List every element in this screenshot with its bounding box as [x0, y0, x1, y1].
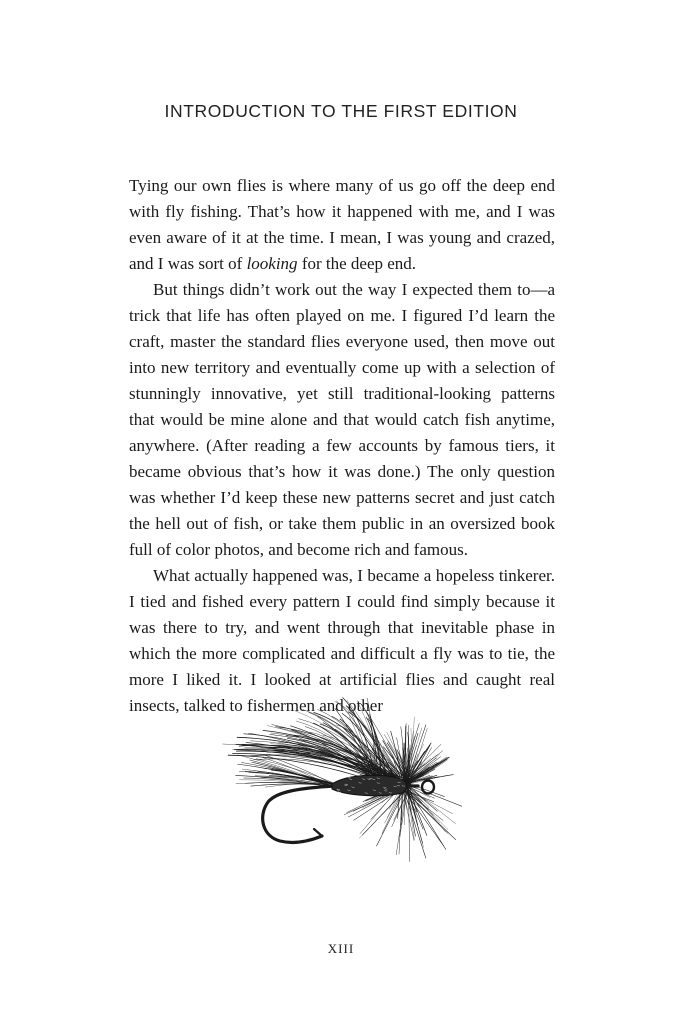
- chapter-title: INTRODUCTION TO THE FIRST EDITION: [164, 101, 518, 121]
- paragraph-1-text: Tying our own flies is where many of us go off the deep end with fly fishing. That’s how it happened with me, and I was even aware of it at the time. I mean, I was young and crazed, and I was sort of: [129, 176, 555, 273]
- paragraph-1-text-end: for the deep end.: [297, 254, 417, 273]
- paragraph-2: But things didn’t work out the way I expected them to—a trick that life has often played on me. I figured I’d learn the craft, master the standard flies everyone used, then move out into new territory and eventually come up with a selection of stunningly innovative, yet still traditional-looking patterns that would be mine alone and that would catch fish anytime, anywhere. (After reading a few accounts by famous tiers, it became obvious that’s how it was done.) The only question was whether I’d keep these new patterns secret and just catch the hell out of fish, or take them public in an oversized book full of color photos, and become rich and famous.: [129, 280, 555, 559]
- dry-fly-illustration: [222, 676, 462, 876]
- fly-body: [332, 775, 407, 795]
- page-number: XIII: [327, 941, 355, 956]
- body-text: [129, 173, 555, 719]
- emphasis-looking: looking: [246, 254, 298, 273]
- paragraph-3: What actually happened was, I became a hopeless tinkerer. I tied and fished every pattern I could find simply because it was there to try, and went through that inevitable phase in which the more complicated and difficult a fly was to tie, the more I liked it. I looked at artificial flies and caught real insects, talked to fishermen and other: [129, 566, 555, 715]
- paragraph-1: [129, 173, 555, 277]
